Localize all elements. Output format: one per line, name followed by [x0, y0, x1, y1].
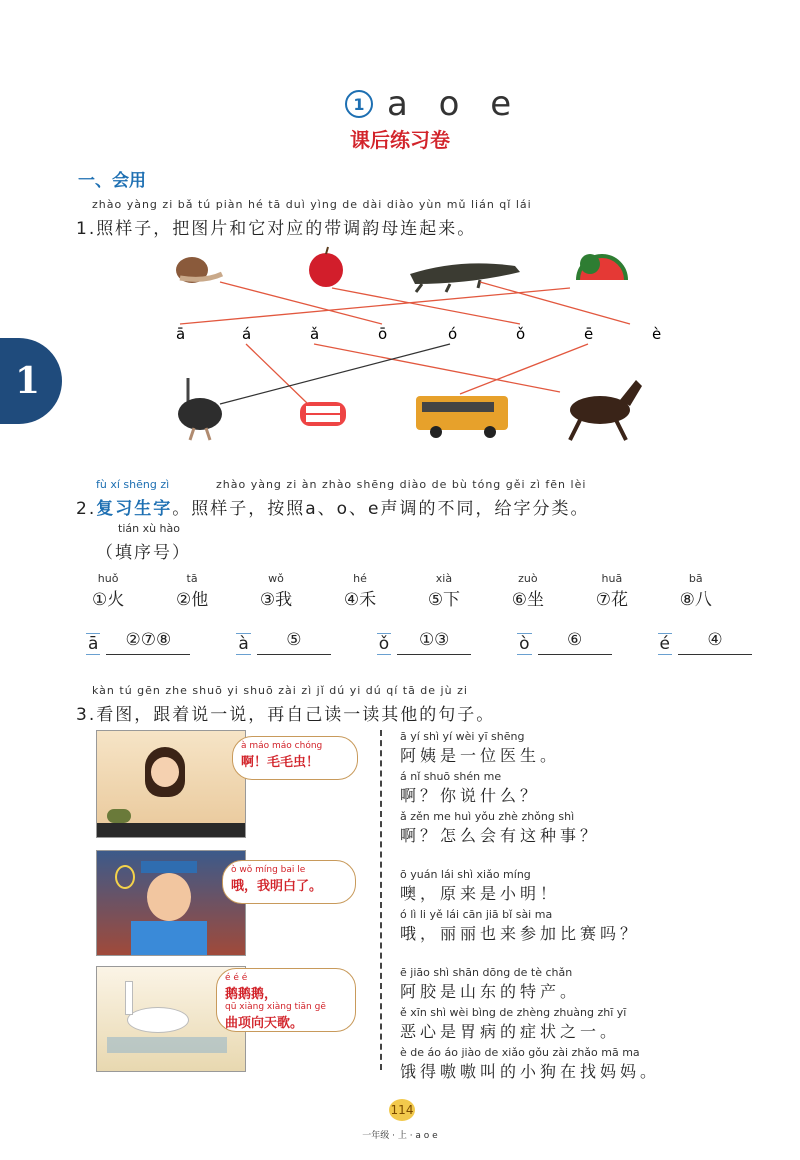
- sentence: ō yuán lái shì xiǎo míng 噢，原来是小明！: [400, 868, 561, 903]
- tone-5: ó: [448, 325, 458, 343]
- q1-text: 1.照样子，把图片和它对应的带调韵母连起来。: [76, 219, 477, 239]
- chapter-tab: 1: [0, 338, 62, 424]
- page-subtitle: 课后练习卷: [350, 128, 450, 152]
- answer-blank[interactable]: ⑤: [257, 630, 331, 655]
- apple-icon: [309, 247, 343, 287]
- goose-body: [127, 1007, 189, 1033]
- char-item: huā ⑦花: [595, 572, 628, 610]
- dashed-divider: [380, 730, 382, 1070]
- goose-neck: [125, 981, 133, 1015]
- water: [107, 1037, 227, 1053]
- snail-icon: [176, 257, 222, 283]
- q2-pinyin-fill: tián xù hào: [118, 522, 180, 535]
- sentence-list: [400, 730, 740, 1082]
- q2-fill-hint: （填序号）: [96, 543, 191, 563]
- table-edge: [97, 823, 245, 837]
- sentence: ā yí shì yí wèi yī shēng 阿姨是一位医生。: [400, 730, 561, 765]
- girl-face: [151, 757, 179, 787]
- char-item: bā ⑧八: [679, 572, 712, 610]
- horse-icon: [570, 380, 642, 440]
- lesson-number: 1: [345, 90, 373, 118]
- answer-group: ò ⑥: [517, 630, 611, 655]
- tone-8: è: [652, 325, 662, 343]
- tone-3: ǎ: [310, 325, 320, 343]
- book-on-head: [141, 861, 197, 873]
- answer-group: é ④: [658, 630, 752, 655]
- tone-7: ē: [584, 325, 594, 343]
- teeth-icon: [300, 402, 346, 426]
- caterpillar-icon: [107, 809, 131, 823]
- lightbulb-icon: [115, 865, 135, 889]
- tone-2: á: [242, 325, 252, 343]
- char-item: huǒ ①火: [92, 572, 125, 610]
- sentence: ě xīn shì wèi bìng de zhèng zhuàng zhī yī 恶心是胃病的症状之一。: [400, 1006, 627, 1041]
- q1-matching-area: [160, 244, 662, 444]
- crocodile-icon: [410, 263, 520, 292]
- answer-group: ǒ ①③: [377, 630, 471, 655]
- answer-row: [86, 630, 752, 655]
- speech-bubble-2: ò wǒ míng bai le 哦，我明白了。: [222, 860, 356, 904]
- sentence: ē jiāo shì shān dōng de tè chǎn 阿胶是山东的特产。: [400, 966, 581, 1001]
- speech-bubble-1: à máo máo chóng 啊！毛毛虫！: [232, 736, 358, 780]
- watermelon-icon: [578, 254, 626, 280]
- q1-pinyin: zhào yàng zi bǎ tú piàn hé tā duì yìng de dài diào yùn mǔ lián qǐ lái: [92, 198, 532, 211]
- ostrich-icon: [178, 378, 222, 440]
- boy-shirt: [131, 921, 207, 955]
- photo-girl: [96, 730, 246, 838]
- char-item: tā ②他: [175, 572, 209, 610]
- answer-blank[interactable]: ①③: [397, 630, 471, 655]
- answer-group: à ⑤: [236, 630, 330, 655]
- tone-4: ō: [378, 325, 388, 343]
- q2-label: 复习生字: [96, 499, 173, 519]
- page-footer: 一年级 · 上 · a o e: [362, 1131, 438, 1141]
- sentence: á nǐ shuō shén me 啊？你说什么？: [400, 770, 541, 805]
- char-item: hé ④禾: [343, 572, 377, 610]
- char-item: wǒ ③我: [259, 572, 293, 610]
- tone-6: ǒ: [516, 325, 526, 343]
- q2-text: 2.复习生字。照样子，按照a、o、e声调的不同，给字分类。: [76, 499, 590, 519]
- speech-bubble-3: é é é 鹅鹅鹅， qū xiàng xiàng tiān gē 曲项向天歌。: [216, 968, 356, 1032]
- section-heading: 一、会用: [78, 171, 146, 191]
- answer-blank[interactable]: ②⑦⑧: [106, 630, 190, 655]
- q3-pinyin: kàn tú gēn zhe shuō yi shuō zài zì jǐ dú yi dú qí tā de jù zi: [92, 684, 468, 697]
- q2-pinyin: zhào yàng zi àn zhào shēng diào de bù tóng gěi zì fēn lèi: [216, 478, 587, 491]
- sentence: è de áo áo jiào de xiǎo gǒu zài zhǎo mā ma 饿得嗷嗷叫的小狗在找妈妈。: [400, 1046, 661, 1081]
- lesson-title: [345, 84, 521, 124]
- char-item: xià ⑤下: [427, 572, 461, 610]
- sentence: ó lì li yě lái cān jiā bǐ sài ma 哦，丽丽也来参加比赛吗？: [400, 908, 641, 943]
- bus-icon: [416, 396, 508, 438]
- page-number: 114: [389, 1099, 415, 1121]
- q2-pinyin-label: fù xí shēng zì: [96, 478, 170, 491]
- char-list: [92, 572, 712, 610]
- answer-group: ā ②⑦⑧: [86, 630, 190, 655]
- answer-blank[interactable]: ⑥: [538, 630, 612, 655]
- answer-blank[interactable]: ④: [678, 630, 752, 655]
- matching-lines: [180, 282, 630, 404]
- tone-1: ā: [176, 325, 186, 343]
- lesson-letters: a o e: [387, 84, 522, 124]
- q2-instruction: 。照样子，按照a、o、e声调的不同，给字分类。: [172, 499, 590, 519]
- char-item: zuò ⑥坐: [511, 572, 545, 610]
- sentence: ǎ zěn me huì yǒu zhè zhǒng shì 啊？怎么会有这种事？: [400, 810, 601, 845]
- photo-boy: [96, 850, 246, 956]
- q3-text: 3.看图，跟着说一说，再自己读一读其他的句子。: [76, 705, 496, 725]
- boy-face: [147, 873, 191, 921]
